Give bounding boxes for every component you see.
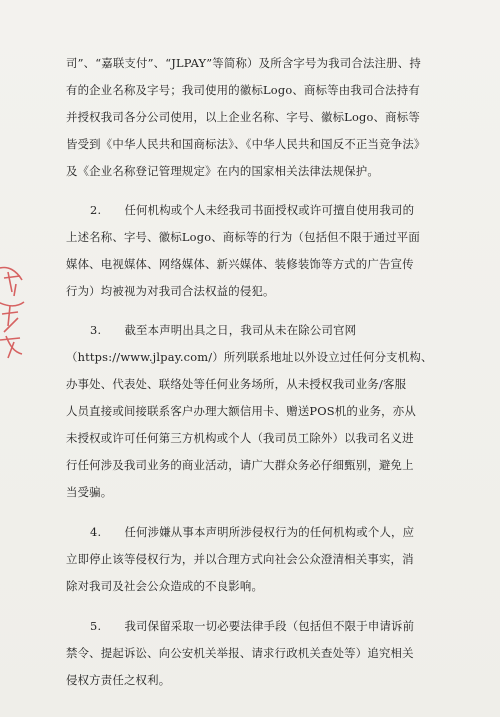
text-line: 皆受到《中华人民共和国商标法》、《中华人民共和国反不正当竞争法》 [66, 137, 426, 151]
seal-fragment [0, 262, 34, 362]
text-line: 侵权方责任之权利。 [66, 673, 171, 687]
text-line: 立即停止该等侵权行为，并以合理方式向社会公众澄清相关事实，消 [66, 552, 414, 566]
text-line: 3. 截至本声明出具之日，我司从未在除公司官网 [90, 323, 357, 337]
text-line: 办事处、代表处、联络处等任何业务场所，从未授权我司业务/客服 [66, 377, 407, 391]
text-line: 未授权或许可任何第三方机构或个人（我司员工除外）以我司名义进 [66, 431, 414, 445]
text-line: 并授权我司各分公司使用，以上企业名称、字号、徽标Logo、商标等 [66, 110, 420, 124]
text-line: 除对我司及社会公众造成的不良影响。 [66, 579, 264, 593]
text-line: 及《企业名称登记管理规定》在内的国家相关法律法规保护。 [66, 164, 379, 178]
text-line: 上述名称、字号、徽标Logo、商标等的行为（包括但不限于通过平面 [66, 230, 420, 244]
text-line: 当受骗。 [66, 485, 113, 499]
text-line: 行任何涉及我司业务的商业活动，请广大群众务必仔细甄别，避免上 [66, 458, 414, 472]
text-line: 有的企业名称及字号；我司使用的徽标Logo、商标等由我司合法持有 [66, 83, 420, 97]
text-line: （https://www.jlpay.com/）所列联系地址以外设立过任何分支机构、 [66, 350, 433, 364]
text-line: 5. 我司保留采取一切必要法律手段（包括但不限于申请诉前 [90, 619, 415, 633]
text-line: 2. 任何机构或个人未经我司书面授权或许可擅自使用我司的 [90, 203, 415, 217]
text-line: 4. 任何涉嫌从事本声明所涉侵权行为的任何机构或个人，应 [90, 525, 415, 539]
text-line: 司”、“嘉联支付”、“JLPAY”等简称）及所含字号为我司合法注册、持 [66, 56, 421, 70]
text-line: 人员直接或间接联系客户办理大额信用卡、赠送POS机的业务，亦从 [66, 404, 416, 418]
text-line: 禁令、提起诉讼、向公安机关举报、请求行政机关查处等）追究相关 [66, 646, 414, 660]
text-line: 行为）均被视为对我司合法权益的侵犯。 [66, 284, 275, 298]
text-line: 媒体、电视媒体、网络媒体、新兴媒体、装修装饰等方式的广告宣传 [66, 257, 414, 271]
